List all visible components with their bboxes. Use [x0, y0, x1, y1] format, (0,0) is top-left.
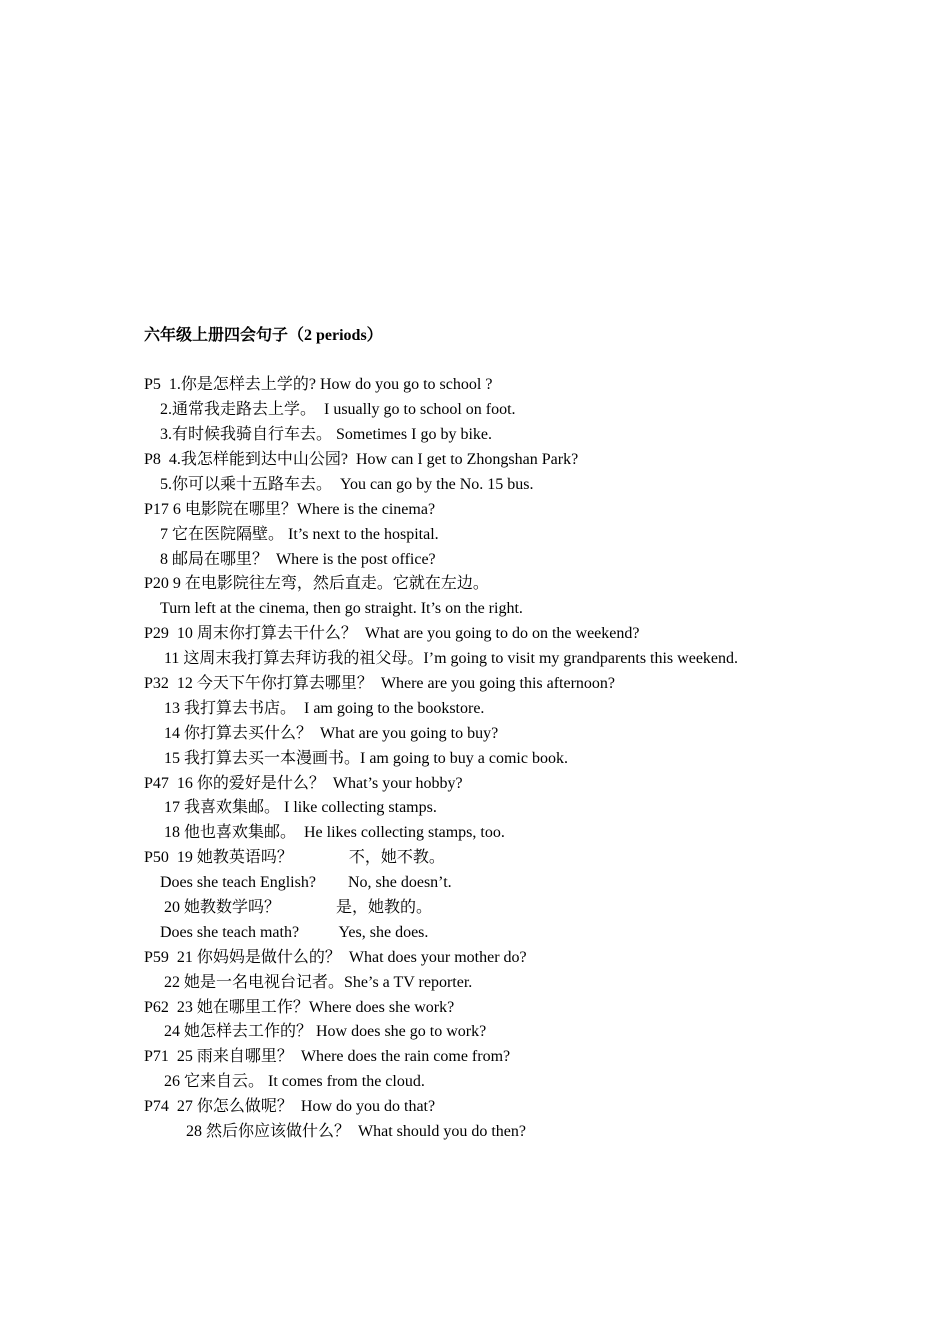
sentence-line: 5.你可以乘十五路车去。 You can go by the No. 15 bus. — [160, 476, 534, 493]
sentence-line: P20 9 在电影院往左弯，然后直走。它就在左边。 — [144, 575, 489, 592]
sentence-line: 14 你打算去买什么？ What are you going to buy? — [164, 725, 499, 742]
sentence-line: 24 她怎样去工作的？ How does she go to work? — [164, 1023, 487, 1040]
sentence-line: 2.通常我走路去上学。 I usually go to school on foot. — [160, 401, 516, 418]
sentence-line: P29 10 周末你打算去干什么？ What are you going to do on the weekend? — [144, 625, 640, 642]
sentence-line: 8 邮局在哪里？ Where is the post office? — [160, 551, 436, 568]
sentence-line: 3.有时候我骑自行车去。 Sometimes I go by bike. — [160, 426, 492, 443]
sentence-line: P8 4.我怎样能到达中山公园? How can I get to Zhongshan Park? — [144, 451, 579, 468]
document-title: 六年级上册四会句子（2 periods） — [144, 327, 383, 344]
sentence-line: Turn left at the cinema, then go straight. It’s on the right. — [160, 600, 523, 617]
sentence-line: P5 1.你是怎样去上学的? How do you go to school ? — [144, 376, 493, 393]
sentence-line: Does she teach English? No, she doesn’t. — [160, 874, 452, 891]
sentence-line: 17 我喜欢集邮。 I like collecting stamps. — [164, 799, 437, 816]
sentence-line: 13 我打算去书店。 I am going to the bookstore. — [164, 700, 485, 717]
sentence-line: P74 27 你怎么做呢？ How do you do that? — [144, 1098, 436, 1115]
sentence-line: 22 她是一名电视台记者。She’s a TV reporter. — [164, 974, 473, 991]
sentence-line: 15 我打算去买一本漫画书。I am going to buy a comic book. — [164, 750, 568, 767]
sentence-line: P17 6 电影院在哪里？Where is the cinema? — [144, 501, 436, 518]
sentence-line: P32 12 今天下午你打算去哪里？ Where are you going this afternoon? — [144, 675, 616, 692]
sentence-line: 26 它来自云。 It comes from the cloud. — [164, 1073, 425, 1090]
sentence-line: P50 19 她教英语吗？ 不，她不教。 — [144, 849, 445, 866]
sentence-line: 18 他也喜欢集邮。 He likes collecting stamps, too. — [164, 824, 505, 841]
sentence-line: 7 它在医院隔壁。 It’s next to the hospital. — [160, 526, 439, 543]
sentence-line: 11 这周末我打算去拜访我的祖父母。I’m going to visit my grandparents this weekend. — [164, 650, 739, 667]
sentence-line: 20 她教数学吗？ 是，她教的。 — [164, 899, 433, 916]
sentence-line: P47 16 你的爱好是什么？ What’s your hobby? — [144, 775, 463, 792]
sentence-line: P62 23 她在哪里工作？Where does she work? — [144, 999, 455, 1016]
sentence-line: Does she teach math? Yes, she does. — [160, 924, 429, 941]
sentence-line: P59 21 你妈妈是做什么的？ What does your mother do? — [144, 949, 527, 966]
sentence-line: 28 然后你应该做什么？ What should you do then? — [186, 1123, 526, 1140]
sentence-line: P71 25 雨来自哪里？ Where does the rain come from? — [144, 1048, 511, 1065]
